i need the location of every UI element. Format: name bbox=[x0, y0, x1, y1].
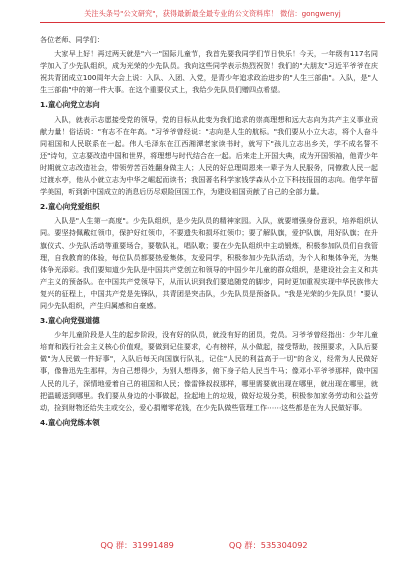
section-title-1: 1.童心向党立志向 bbox=[40, 100, 100, 110]
section-title-3: 3.童心向党强道德 bbox=[40, 316, 100, 326]
footer bbox=[0, 540, 408, 554]
footer-qq-group-2: QQ 群：535304092 bbox=[228, 540, 308, 550]
greeting: 各位老师、同学们： bbox=[40, 35, 104, 44]
header-banner bbox=[40, 6, 385, 23]
intro-paragraph: 大家早上好！再过两天就是"六一"国际儿童节，我首先要我同学们节日快乐！今天，一年级有117名同学加入了少先队组织，成为光荣的少先队员。我向这些同学表示热烈祝贺！我们的"大朋友"习近平爷爷在庆祝共青团成立100周年大会上说：入队、入团、入党，是青少年追求政治进步的"人生三部曲"。入队，是"人生三部曲"中的第一件大事。在这个重要仪式上，我给少先队员们赠四点希望。 bbox=[40, 49, 378, 95]
footer-qq-group-1: QQ 群：31991489 bbox=[100, 540, 174, 550]
header-text: 关注头条号"公文研究"，获得最新最全最专业的公文资料库！ 微信：gongwenyj bbox=[84, 9, 341, 18]
section-2-paragraph: 入队是"人生第一高度"。少先队组织，是少先队员的精神家园。入队，就要增强身份意识，培养组织认同。要坚持佩戴红领巾，保护好红领巾，不要遗失和损坏红领巾；要了解队旗，爱护队旗，用好队旗；在升旗仪式、少先队活动等重要场合，要敬队礼，唱队歌；要在少先队组织中主动锻炼，积极参加队员们自我管理，自我教育的体验，每位队员都要热爱集体，友爱同学，积极参加少先队活动，为个人和集体争光，为集体争光添彩。我们要知道少先队是中国共产党创立和领导的中国少年儿童的群众组织，是建设社会主义和共产主义的预备队。在中国共产党领导下，从而认识到我们要追随党的脚步，同时更加重视实现中华民族伟大复兴的征程上，中国共产党是先锋队，共青团是突击队，少先队员是预备队。"我是光荣的少先队员！"要认同少先队组织，产生归属感和自豪感。 bbox=[40, 216, 378, 310]
section-1-paragraph: 入队，就表示志愿接受党的领导，党的目标从此变为我们追求的崇高理想和远大志向为共产主义事业贡献力量！俗话说："有志不在年高。"习爷爷曾经说："志向是人生的航标。"我们要从小立大志，将个人奋斗同祖国和人民联系在一起。伟人毛泽东在江西湘潭老家读书时，就写下"孩儿立志出乡关，学不成名誓不还"诗句，立志要改造中国和世界，将理想与时代结合在一起。后来走上开国大典，成为开国领袖，他青少年时期就立志改造社会，带领劳苦百姓翻身做主人；人民的好总理周恩来一辈子为人民服务，同僚救人民一起过渡水亭，他从小就立志为中华之崛起而读书；我国著名科学家钱学森从小立下科技报国的志向。他学年留学美国，听到新中国成立的消息后历尽艰险回国工作，为建设祖国贡献了自己的全部力量。 bbox=[40, 114, 378, 197]
section-title-2: 2.童心向党爱组织 bbox=[40, 202, 100, 212]
document-body bbox=[40, 34, 378, 431]
section-3-paragraph: 少年儿童阶段是人生的起步阶段，没有好的队员，就没有好的团员，党员。习爷爷曾经指出：少年儿童培育和践行社会主义核心价值观，要做到记住要求，心有榜样，从小做起，接受帮助，按照要求，入队后要做"为人民做一件好事"，入队后每天向国旗行队礼，记住"人民的利益高于一切"的含义，经常为人民做好事，像鲁迅先生那样，为自己想得少，为别人想得多，俯下身子给人民当牛马；像邓小平爷爷那样，做中国人民的儿子，深情地爱着自己的祖国和人民；像雷锋叔叔那样，哪里需要就出现在哪里，就出现在哪里，就把温暖送到哪里。我们要从身边的小事做起，捡起地上的垃圾，做好垃圾分类，积极参加家务劳动和公益劳动，捡到财物还给失主或交公，爱心捐赠零花钱，在少先队做些管理工作⋯⋯这些都是在为人民做好事。 bbox=[40, 330, 378, 412]
section-title-4: 4.童心向党练本领 bbox=[40, 417, 100, 427]
